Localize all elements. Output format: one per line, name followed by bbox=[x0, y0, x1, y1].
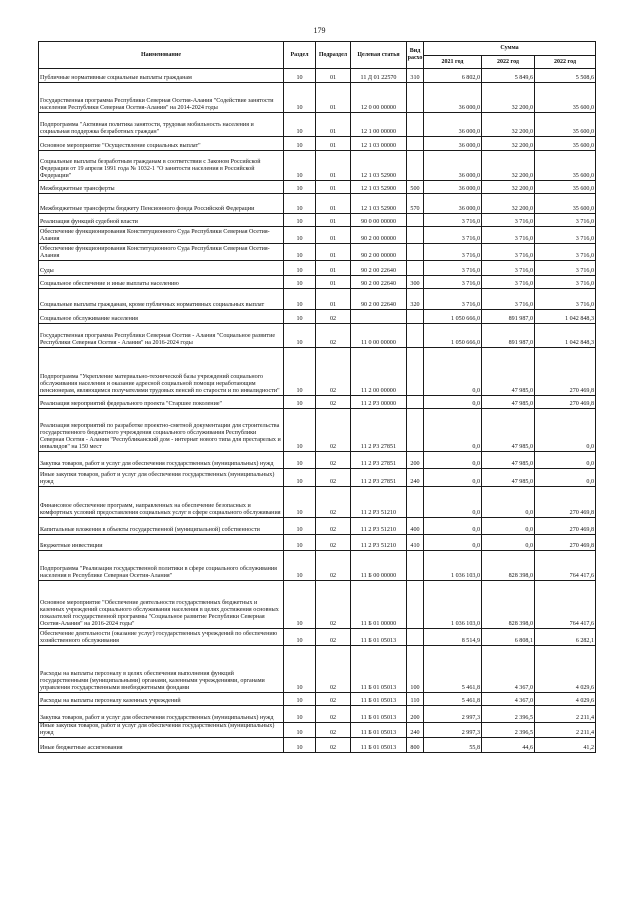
cell-target-article: 11 Б 01 00000 bbox=[351, 581, 407, 629]
cell-subsection: 02 bbox=[316, 646, 351, 693]
cell-sum-2022-b: 35 600,0 bbox=[535, 113, 596, 137]
cell-expense-type bbox=[407, 214, 424, 227]
cell-subsection: 02 bbox=[316, 535, 351, 551]
cell-name: Реализация мероприятий по разработке проектно-сметной документации для строительства государственного бюджетного учреждения социального обслуживания Республики Северная Осетия - Алания "Республиканский дом - интернат нового типа для престарелых и инвалидов" на 150 мест bbox=[39, 409, 284, 452]
table-row bbox=[39, 227, 596, 244]
cell-name: Социальные выплаты гражданам, кроме публичных нормативных социальных выплат bbox=[39, 289, 284, 310]
cell-expense-type: 320 bbox=[407, 289, 424, 310]
cell-sum-2022-b: 4 029,6 bbox=[535, 646, 596, 693]
cell-expense-type bbox=[407, 396, 424, 409]
cell-section: 10 bbox=[284, 244, 316, 261]
cell-section: 10 bbox=[284, 348, 316, 396]
cell-target-article: 12 1 03 00000 bbox=[351, 137, 407, 151]
cell-sum-2022: 47 985,0 bbox=[482, 469, 535, 487]
cell-sum-2022-b: 270 469,8 bbox=[535, 487, 596, 518]
cell-subsection: 02 bbox=[316, 706, 351, 723]
cell-sum-2022-b: 764 417,6 bbox=[535, 551, 596, 581]
cell-sum-2022: 2 396,5 bbox=[482, 706, 535, 723]
cell-sum-2021: 0,0 bbox=[424, 452, 482, 469]
cell-sum-2022-b: 5 508,6 bbox=[535, 69, 596, 83]
cell-section: 10 bbox=[284, 324, 316, 348]
cell-expense-type: 240 bbox=[407, 723, 424, 738]
cell-name: Публичные нормативные социальные выплаты гражданам bbox=[39, 69, 284, 83]
cell-sum-2022-b: 35 600,0 bbox=[535, 151, 596, 181]
cell-name: Межбюджетные трансферты bbox=[39, 181, 284, 194]
table-row bbox=[39, 83, 596, 113]
cell-expense-type bbox=[407, 137, 424, 151]
cell-sum-2021: 5 461,8 bbox=[424, 646, 482, 693]
cell-name: Социальное обеспечение и иные выплаты населению bbox=[39, 276, 284, 289]
header-subsection: Подраздел bbox=[316, 42, 351, 69]
table-row bbox=[39, 535, 596, 551]
cell-sum-2022-b: 3 716,0 bbox=[535, 276, 596, 289]
cell-name: Иные закупки товаров, работ и услуг для обеспечения государственных (муниципальных) нужд bbox=[39, 469, 284, 487]
cell-expense-type bbox=[407, 113, 424, 137]
cell-expense-type bbox=[407, 324, 424, 348]
cell-sum-2021: 0,0 bbox=[424, 535, 482, 551]
cell-target-article: 11 Б 01 05013 bbox=[351, 723, 407, 738]
cell-expense-type: 300 bbox=[407, 276, 424, 289]
cell-expense-type bbox=[407, 551, 424, 581]
cell-name: Подпрограмма "Реализация государственной политики в сфере социального обслуживания населения в Республике Северная Осетия-Алания" bbox=[39, 551, 284, 581]
cell-sum-2021: 5 461,8 bbox=[424, 693, 482, 706]
cell-target-article: 11 2 00 00000 bbox=[351, 348, 407, 396]
cell-expense-type: 800 bbox=[407, 738, 424, 753]
cell-sum-2022-b: 2 211,4 bbox=[535, 706, 596, 723]
cell-name: Основное мероприятие "Осуществление социальных выплат" bbox=[39, 137, 284, 151]
cell-section: 10 bbox=[284, 276, 316, 289]
cell-subsection: 02 bbox=[316, 348, 351, 396]
cell-subsection: 01 bbox=[316, 289, 351, 310]
cell-sum-2021: 3 716,0 bbox=[424, 214, 482, 227]
cell-expense-type: 200 bbox=[407, 706, 424, 723]
cell-sum-2022: 891 987,0 bbox=[482, 324, 535, 348]
cell-expense-type bbox=[407, 151, 424, 181]
cell-target-article: 11 2 P3 27851 bbox=[351, 409, 407, 452]
cell-section: 10 bbox=[284, 113, 316, 137]
cell-sum-2022: 4 367,0 bbox=[482, 646, 535, 693]
cell-subsection: 02 bbox=[316, 551, 351, 581]
cell-section: 10 bbox=[284, 83, 316, 113]
table-row bbox=[39, 310, 596, 324]
cell-subsection: 01 bbox=[316, 261, 351, 276]
cell-name: Иные бюджетные ассигнования bbox=[39, 738, 284, 753]
cell-sum-2022-b: 764 417,6 bbox=[535, 581, 596, 629]
cell-sum-2022-b: 35 600,0 bbox=[535, 137, 596, 151]
cell-sum-2022-b: 6 282,1 bbox=[535, 629, 596, 646]
cell-sum-2021: 3 716,0 bbox=[424, 227, 482, 244]
budget-table bbox=[38, 41, 596, 753]
cell-sum-2021: 36 000,0 bbox=[424, 194, 482, 214]
cell-subsection: 02 bbox=[316, 629, 351, 646]
cell-expense-type: 310 bbox=[407, 69, 424, 83]
cell-expense-type: 410 bbox=[407, 535, 424, 551]
cell-sum-2021: 2 997,3 bbox=[424, 723, 482, 738]
header-expense-type: Вид расхо bbox=[407, 42, 424, 69]
cell-name: Реализация мероприятий федерального проекта "Старшее поколение" bbox=[39, 396, 284, 409]
header-name: Наименование bbox=[39, 42, 284, 69]
cell-expense-type bbox=[407, 581, 424, 629]
table-body bbox=[39, 69, 596, 753]
cell-expense-type: 110 bbox=[407, 693, 424, 706]
cell-sum-2022-b: 270 469,8 bbox=[535, 518, 596, 535]
cell-target-article: 11 2 P3 51210 bbox=[351, 518, 407, 535]
cell-section: 10 bbox=[284, 723, 316, 738]
cell-expense-type bbox=[407, 244, 424, 261]
cell-target-article: 90 2 00 22640 bbox=[351, 261, 407, 276]
table-row bbox=[39, 276, 596, 289]
cell-section: 10 bbox=[284, 261, 316, 276]
cell-sum-2022-b: 3 716,0 bbox=[535, 261, 596, 276]
table-row bbox=[39, 324, 596, 348]
cell-sum-2022: 0,0 bbox=[482, 518, 535, 535]
cell-sum-2021: 1 036 103,0 bbox=[424, 581, 482, 629]
table-row bbox=[39, 469, 596, 487]
cell-expense-type: 500 bbox=[407, 181, 424, 194]
cell-target-article: 11 Б 01 05013 bbox=[351, 693, 407, 706]
cell-section: 10 bbox=[284, 396, 316, 409]
cell-section: 10 bbox=[284, 137, 316, 151]
cell-sum-2021: 0,0 bbox=[424, 348, 482, 396]
cell-sum-2022-b: 4 029,6 bbox=[535, 693, 596, 706]
header-section: Раздел bbox=[284, 42, 316, 69]
cell-subsection: 02 bbox=[316, 469, 351, 487]
cell-expense-type bbox=[407, 261, 424, 276]
cell-target-article: 11 2 P3 27851 bbox=[351, 452, 407, 469]
cell-sum-2022-b: 3 716,0 bbox=[535, 289, 596, 310]
cell-section: 10 bbox=[284, 214, 316, 227]
cell-name: Суды bbox=[39, 261, 284, 276]
cell-expense-type: 100 bbox=[407, 646, 424, 693]
cell-sum-2022: 6 808,1 bbox=[482, 629, 535, 646]
cell-target-article: 11 2 P3 00000 bbox=[351, 396, 407, 409]
cell-target-article: 90 2 00 22640 bbox=[351, 276, 407, 289]
cell-sum-2022: 2 396,5 bbox=[482, 723, 535, 738]
cell-section: 10 bbox=[284, 518, 316, 535]
cell-subsection: 02 bbox=[316, 487, 351, 518]
cell-sum-2021: 0,0 bbox=[424, 518, 482, 535]
cell-subsection: 02 bbox=[316, 310, 351, 324]
cell-expense-type bbox=[407, 409, 424, 452]
cell-sum-2022-b: 0,0 bbox=[535, 452, 596, 469]
cell-sum-2022: 828 398,0 bbox=[482, 581, 535, 629]
cell-name: Расходы на выплаты персоналу казенных учреждений bbox=[39, 693, 284, 706]
cell-target-article: 11 Б 01 05013 bbox=[351, 646, 407, 693]
cell-sum-2022-b: 3 716,0 bbox=[535, 214, 596, 227]
table-row bbox=[39, 551, 596, 581]
cell-section: 10 bbox=[284, 535, 316, 551]
cell-target-article: 12 1 03 52900 bbox=[351, 194, 407, 214]
cell-expense-type: 570 bbox=[407, 194, 424, 214]
cell-subsection: 02 bbox=[316, 324, 351, 348]
cell-target-article: 90 2 00 00000 bbox=[351, 244, 407, 261]
cell-section: 10 bbox=[284, 706, 316, 723]
cell-sum-2022: 828 398,0 bbox=[482, 551, 535, 581]
table-row bbox=[39, 646, 596, 693]
table-row bbox=[39, 693, 596, 706]
table-row bbox=[39, 409, 596, 452]
cell-sum-2022-b: 35 600,0 bbox=[535, 181, 596, 194]
cell-name: Иные закупки товаров, работ и услуг для обеспечения государственных (муниципальных) нужд bbox=[39, 723, 284, 738]
cell-sum-2022: 32 200,0 bbox=[482, 137, 535, 151]
cell-sum-2021: 1 050 666,0 bbox=[424, 310, 482, 324]
table-header bbox=[39, 42, 596, 69]
cell-name: Финансовое обеспечение программ, направленных на обеспечение безопасных и комфортных условий предоставления социальных услуг в сфере социального обслуживания bbox=[39, 487, 284, 518]
cell-subsection: 01 bbox=[316, 113, 351, 137]
cell-sum-2022-b: 3 716,0 bbox=[535, 244, 596, 261]
cell-sum-2022-b: 1 042 848,3 bbox=[535, 324, 596, 348]
cell-subsection: 02 bbox=[316, 723, 351, 738]
cell-target-article: 12 1 03 52900 bbox=[351, 181, 407, 194]
cell-section: 10 bbox=[284, 69, 316, 83]
cell-sum-2022: 3 716,0 bbox=[482, 244, 535, 261]
cell-expense-type: 200 bbox=[407, 452, 424, 469]
table-row bbox=[39, 194, 596, 214]
cell-sum-2022-b: 35 600,0 bbox=[535, 83, 596, 113]
table-row bbox=[39, 706, 596, 723]
cell-sum-2022-b: 0,0 bbox=[535, 409, 596, 452]
cell-target-article: 11 Д 01 22570 bbox=[351, 69, 407, 83]
header-year-2022-b: 2022 год bbox=[535, 56, 596, 69]
cell-name: Подпрограмма "Укрепление материально-технической базы учреждений социального обслуживания населения и оказание адресной социальной помощи неработающим пенсионерам, являющимся получателями трудовых пенсий по старости и по инвалидности" bbox=[39, 348, 284, 396]
header-year-2022: 2022 год bbox=[482, 56, 535, 69]
cell-expense-type: 240 bbox=[407, 469, 424, 487]
cell-subsection: 01 bbox=[316, 214, 351, 227]
cell-section: 10 bbox=[284, 469, 316, 487]
cell-sum-2021: 3 716,0 bbox=[424, 261, 482, 276]
cell-target-article: 12 1 03 52900 bbox=[351, 151, 407, 181]
cell-expense-type bbox=[407, 348, 424, 396]
cell-name: Социальное обслуживание населения bbox=[39, 310, 284, 324]
cell-target-article: 11 Б 01 05013 bbox=[351, 706, 407, 723]
cell-name: Бюджетные инвестиции bbox=[39, 535, 284, 551]
cell-sum-2021: 0,0 bbox=[424, 396, 482, 409]
cell-section: 10 bbox=[284, 151, 316, 181]
table-row bbox=[39, 261, 596, 276]
cell-subsection: 02 bbox=[316, 452, 351, 469]
cell-target-article: 90 2 00 00000 bbox=[351, 227, 407, 244]
table-row bbox=[39, 151, 596, 181]
cell-sum-2021: 3 716,0 bbox=[424, 289, 482, 310]
cell-sum-2022: 3 716,0 bbox=[482, 227, 535, 244]
cell-name: Капитальные вложения в объекты государственной (муниципальной) собственности bbox=[39, 518, 284, 535]
cell-name: Обеспечение функционирования Конституционного Суда Республики Северная Осетия-Алания bbox=[39, 244, 284, 261]
table-row bbox=[39, 348, 596, 396]
cell-expense-type bbox=[407, 487, 424, 518]
table-row bbox=[39, 244, 596, 261]
cell-sum-2021: 3 716,0 bbox=[424, 244, 482, 261]
cell-expense-type bbox=[407, 227, 424, 244]
header-sum: Сумма bbox=[424, 42, 596, 56]
cell-subsection: 01 bbox=[316, 194, 351, 214]
cell-name: Подпрограмма "Активная политика занятости, трудовая мобильность населения и социальная поддержка безработных граждан" bbox=[39, 113, 284, 137]
cell-target-article: 11 2 P3 27851 bbox=[351, 469, 407, 487]
cell-subsection: 01 bbox=[316, 244, 351, 261]
cell-sum-2022: 47 985,0 bbox=[482, 348, 535, 396]
cell-name: Межбюджетные трансферты бюджету Пенсионного фонда Российской Федерации bbox=[39, 194, 284, 214]
cell-sum-2022: 3 716,0 bbox=[482, 276, 535, 289]
cell-sum-2022-b: 3 716,0 bbox=[535, 227, 596, 244]
cell-target-article: 11 0 00 00000 bbox=[351, 324, 407, 348]
table-row bbox=[39, 137, 596, 151]
cell-subsection: 01 bbox=[316, 151, 351, 181]
cell-sum-2021: 36 000,0 bbox=[424, 83, 482, 113]
cell-sum-2022-b: 35 600,0 bbox=[535, 194, 596, 214]
cell-sum-2022: 3 716,0 bbox=[482, 214, 535, 227]
table-row bbox=[39, 69, 596, 83]
cell-target-article: 90 0 00 00000 bbox=[351, 214, 407, 227]
cell-section: 10 bbox=[284, 194, 316, 214]
cell-name: Реализация функций судебной власти bbox=[39, 214, 284, 227]
cell-sum-2022: 4 367,0 bbox=[482, 693, 535, 706]
cell-sum-2022: 3 716,0 bbox=[482, 289, 535, 310]
cell-sum-2021: 55,8 bbox=[424, 738, 482, 753]
table-row bbox=[39, 629, 596, 646]
cell-subsection: 01 bbox=[316, 69, 351, 83]
cell-sum-2021: 0,0 bbox=[424, 469, 482, 487]
cell-subsection: 02 bbox=[316, 693, 351, 706]
cell-expense-type bbox=[407, 310, 424, 324]
cell-sum-2022: 3 716,0 bbox=[482, 261, 535, 276]
cell-expense-type bbox=[407, 83, 424, 113]
cell-target-article: 11 Б 01 05013 bbox=[351, 629, 407, 646]
cell-subsection: 01 bbox=[316, 137, 351, 151]
cell-sum-2022: 891 987,0 bbox=[482, 310, 535, 324]
cell-sum-2022-b: 270 469,8 bbox=[535, 348, 596, 396]
cell-subsection: 02 bbox=[316, 396, 351, 409]
cell-sum-2022: 32 200,0 bbox=[482, 113, 535, 137]
cell-sum-2021: 36 000,0 bbox=[424, 113, 482, 137]
cell-subsection: 02 bbox=[316, 518, 351, 535]
table-row bbox=[39, 289, 596, 310]
cell-subsection: 01 bbox=[316, 181, 351, 194]
cell-sum-2021: 8 514,9 bbox=[424, 629, 482, 646]
cell-sum-2021: 36 000,0 bbox=[424, 151, 482, 181]
cell-section: 10 bbox=[284, 409, 316, 452]
cell-section: 10 bbox=[284, 452, 316, 469]
page-number: 179 bbox=[313, 26, 326, 35]
cell-name: Обеспечение функционирования Конституционного Суда Республики Северная Осетия-Алания bbox=[39, 227, 284, 244]
cell-section: 10 bbox=[284, 487, 316, 518]
cell-sum-2022-b: 41,2 bbox=[535, 738, 596, 753]
cell-name: Социальные выплаты безработным гражданам в соответствии с Законом Российской Федерации от 19 апреля 1991 года № 1032-1 "О занятости населения в Российской Федерации" bbox=[39, 151, 284, 181]
header-target-article: Целевая статья bbox=[351, 42, 407, 69]
cell-target-article bbox=[351, 310, 407, 324]
table-row bbox=[39, 581, 596, 629]
cell-sum-2021: 1 036 103,0 bbox=[424, 551, 482, 581]
cell-target-article: 11 Б 00 00000 bbox=[351, 551, 407, 581]
table-row bbox=[39, 113, 596, 137]
cell-sum-2022: 44,6 bbox=[482, 738, 535, 753]
cell-target-article: 12 0 00 00000 bbox=[351, 83, 407, 113]
cell-sum-2022: 47 985,0 bbox=[482, 409, 535, 452]
cell-sum-2022-b: 270 469,8 bbox=[535, 396, 596, 409]
cell-sum-2022: 32 200,0 bbox=[482, 151, 535, 181]
cell-section: 10 bbox=[284, 581, 316, 629]
cell-section: 10 bbox=[284, 181, 316, 194]
cell-subsection: 01 bbox=[316, 276, 351, 289]
table-row bbox=[39, 738, 596, 753]
cell-sum-2022: 32 200,0 bbox=[482, 181, 535, 194]
table-row bbox=[39, 518, 596, 535]
cell-sum-2021: 2 997,3 bbox=[424, 706, 482, 723]
cell-subsection: 01 bbox=[316, 227, 351, 244]
table-row bbox=[39, 214, 596, 227]
cell-name: Обеспечение деятельности (оказание услуг) государственных учреждений по обеспечению хозяйственного обслуживания bbox=[39, 629, 284, 646]
cell-section: 10 bbox=[284, 693, 316, 706]
table-row bbox=[39, 723, 596, 738]
table-row bbox=[39, 181, 596, 194]
cell-subsection: 01 bbox=[316, 83, 351, 113]
cell-target-article: 11 2 P3 51210 bbox=[351, 535, 407, 551]
cell-section: 10 bbox=[284, 310, 316, 324]
cell-name: Основное мероприятие "Обеспечение деятельности государственных бюджетных и казенных учреждений социального обслуживания населения в целях достижения основных показателей государственной программы "Социальное развитие Республики Северная Осетия-Алания" на 2016-2024 годы" bbox=[39, 581, 284, 629]
cell-sum-2021: 1 050 666,0 bbox=[424, 324, 482, 348]
table-row bbox=[39, 452, 596, 469]
cell-sum-2022: 5 849,6 bbox=[482, 69, 535, 83]
cell-target-article: 12 1 00 00000 bbox=[351, 113, 407, 137]
cell-sum-2022: 32 200,0 bbox=[482, 83, 535, 113]
cell-subsection: 02 bbox=[316, 409, 351, 452]
header-year-2021: 2021 год bbox=[424, 56, 482, 69]
cell-section: 10 bbox=[284, 738, 316, 753]
cell-section: 10 bbox=[284, 551, 316, 581]
cell-subsection: 02 bbox=[316, 738, 351, 753]
cell-target-article: 11 2 P3 51210 bbox=[351, 487, 407, 518]
table-row bbox=[39, 396, 596, 409]
cell-target-article: 11 Б 01 05013 bbox=[351, 738, 407, 753]
cell-section: 10 bbox=[284, 646, 316, 693]
cell-sum-2022-b: 2 211,4 bbox=[535, 723, 596, 738]
cell-name: Государственная программа Республики Северная Осетия-Алания "Содействие занятости населения Республики Северная Осетия-Алания" на 2014-2024 годы bbox=[39, 83, 284, 113]
cell-name: Закупка товаров, работ и услуг для обеспечения государственных (муниципальных) нужд bbox=[39, 706, 284, 723]
cell-sum-2022: 32 200,0 bbox=[482, 194, 535, 214]
cell-name: Расходы на выплаты персоналу в целях обеспечения выполнения функций государственными (муниципальными) органами, казенными учреждениями, органами управления государственными внебюджетными фондами bbox=[39, 646, 284, 693]
cell-section: 10 bbox=[284, 629, 316, 646]
cell-sum-2021: 36 000,0 bbox=[424, 181, 482, 194]
cell-sum-2022: 0,0 bbox=[482, 487, 535, 518]
cell-sum-2021: 3 716,0 bbox=[424, 276, 482, 289]
cell-sum-2022-b: 1 042 848,3 bbox=[535, 310, 596, 324]
cell-expense-type bbox=[407, 629, 424, 646]
cell-sum-2022: 47 985,0 bbox=[482, 396, 535, 409]
table-row bbox=[39, 487, 596, 518]
cell-sum-2021: 0,0 bbox=[424, 487, 482, 518]
cell-name: Закупка товаров, работ и услуг для обеспечения государственных (муниципальных) нужд bbox=[39, 452, 284, 469]
cell-name: Государственная программа Республики Северная Осетия - Алания "Социальное развитие Республики Северная Осетия - Алания" на 2016-2024 годы bbox=[39, 324, 284, 348]
cell-section: 10 bbox=[284, 289, 316, 310]
cell-sum-2022-b: 0,0 bbox=[535, 469, 596, 487]
cell-sum-2021: 6 802,0 bbox=[424, 69, 482, 83]
cell-sum-2021: 0,0 bbox=[424, 409, 482, 452]
cell-section: 10 bbox=[284, 227, 316, 244]
cell-sum-2022-b: 270 469,8 bbox=[535, 535, 596, 551]
cell-sum-2022: 0,0 bbox=[482, 535, 535, 551]
cell-subsection: 02 bbox=[316, 581, 351, 629]
cell-sum-2022: 47 985,0 bbox=[482, 452, 535, 469]
cell-sum-2021: 36 000,0 bbox=[424, 137, 482, 151]
cell-expense-type: 400 bbox=[407, 518, 424, 535]
cell-target-article: 90 2 00 22640 bbox=[351, 289, 407, 310]
